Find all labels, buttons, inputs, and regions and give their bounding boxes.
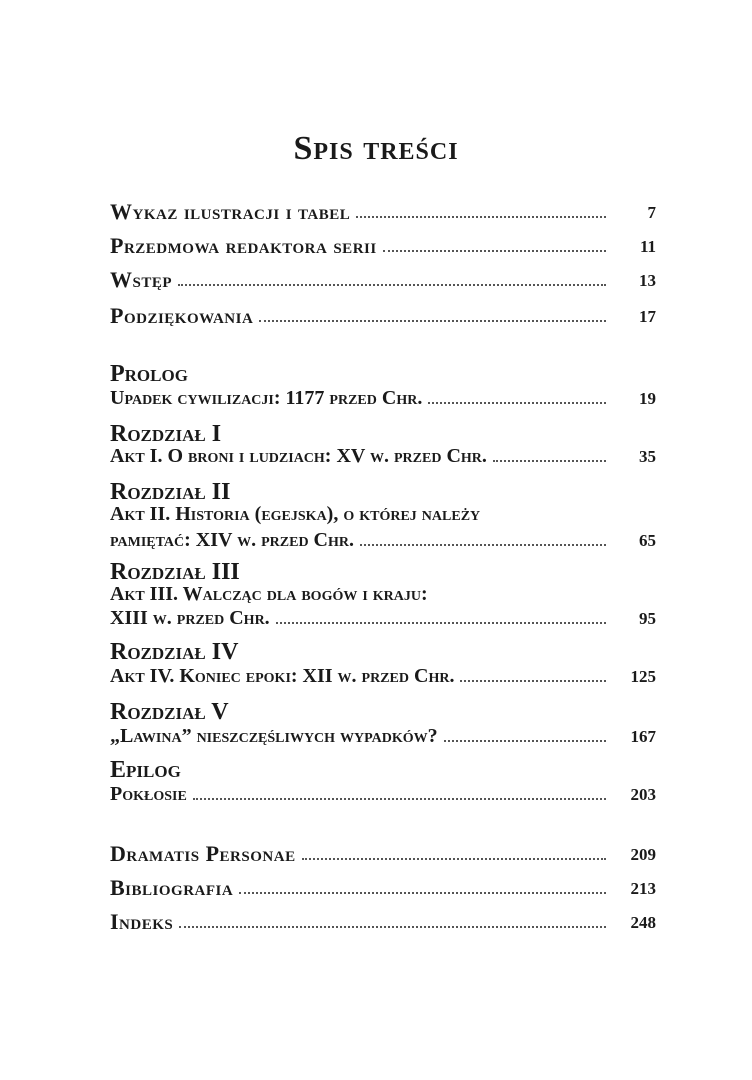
chapter-heading: Rozdział IV	[110, 639, 239, 665]
toc-entry[interactable]	[110, 524, 656, 552]
dot-leader	[276, 622, 606, 624]
toc-entry[interactable]	[110, 300, 656, 328]
toc-entry-page: 125	[630, 667, 656, 686]
toc-entry-label: XIII w. przed Chr.	[110, 607, 270, 629]
dot-leader	[259, 320, 606, 322]
chapter-heading: Epilog	[110, 757, 181, 783]
toc-entry[interactable]	[110, 230, 656, 258]
toc-entry[interactable]	[110, 778, 656, 806]
toc-entry-label: Upadek cywilizacji: 1177 przed Chr.	[110, 387, 423, 409]
chapter-heading: Rozdział I	[110, 421, 222, 447]
toc-entry-label: Indeks	[110, 909, 174, 934]
toc-entry-label: Akt I. O broni i ludziach: XV w. przed Chr.	[110, 445, 487, 467]
dot-leader	[193, 798, 606, 800]
toc-entry-page: 248	[630, 913, 656, 932]
dot-leader	[239, 892, 606, 894]
dot-leader	[383, 250, 606, 252]
toc-entry-label: Bibliografia	[110, 875, 234, 900]
dot-leader	[460, 680, 606, 682]
toc-entry-label: Akt IV. Koniec epoki: XII w. przed Chr.	[110, 665, 455, 687]
dot-leader	[356, 216, 606, 218]
toc-entry[interactable]	[110, 660, 656, 688]
toc-entry[interactable]	[110, 382, 656, 410]
toc-entry-label: pamiętać: XIV w. przed Chr.	[110, 529, 355, 551]
toc-entry-page: 65	[639, 531, 656, 550]
toc-entry-page: 203	[630, 785, 656, 804]
chapter-heading: Rozdział III	[110, 559, 240, 585]
page-title: Spis treści	[293, 130, 459, 167]
dot-leader	[444, 740, 606, 742]
chapter-heading: Prolog	[110, 361, 188, 387]
dot-leader	[179, 926, 606, 928]
dot-leader	[360, 544, 606, 546]
toc-entry-page: 35	[639, 447, 656, 466]
toc-entry-label: Przedmowa redaktora serii	[110, 233, 377, 258]
toc-entry-page: 7	[647, 203, 656, 222]
toc-entry[interactable]	[110, 602, 656, 630]
chapter-heading: Rozdział II	[110, 479, 231, 505]
dot-leader	[493, 460, 606, 462]
toc-entry[interactable]	[110, 720, 656, 748]
toc-entry[interactable]	[110, 440, 656, 468]
toc-entry-label: „Lawina” nieszczęśliwych wypadków?	[110, 725, 438, 747]
toc-entry[interactable]	[110, 872, 656, 900]
toc-entry-label-line: Akt III. Walcząc dla bogów i kraju:	[110, 583, 428, 605]
toc-entry-page: 213	[630, 879, 656, 898]
toc-entry-page: 19	[639, 389, 656, 408]
toc-entry-page: 167	[630, 727, 656, 746]
toc-entry[interactable]	[110, 906, 656, 934]
toc-entry-page: 209	[630, 845, 656, 864]
toc-entry-label: Dramatis Personae	[110, 841, 296, 866]
toc-entry-label: Pokłosie	[110, 783, 187, 805]
toc-entry[interactable]	[110, 196, 656, 224]
toc-entry-label: Wykaz ilustracji i tabel	[110, 199, 351, 224]
toc-entry-label: Wstęp	[110, 267, 173, 292]
dot-leader	[178, 284, 606, 286]
toc-entry-page: 13	[639, 271, 656, 290]
toc-entry-page: 17	[639, 307, 656, 326]
toc-entry-page: 95	[639, 609, 656, 628]
toc-entry-label-line: Akt II. Historia (egejska), o której należy	[110, 503, 481, 525]
toc-entry-page: 11	[639, 237, 656, 256]
dot-leader	[428, 402, 606, 404]
toc-entry-label: Podziękowania	[110, 303, 254, 328]
dot-leader	[302, 858, 606, 860]
chapter-heading: Rozdział V	[110, 699, 229, 725]
toc-entry[interactable]	[110, 838, 656, 866]
toc-entry[interactable]	[110, 264, 656, 292]
